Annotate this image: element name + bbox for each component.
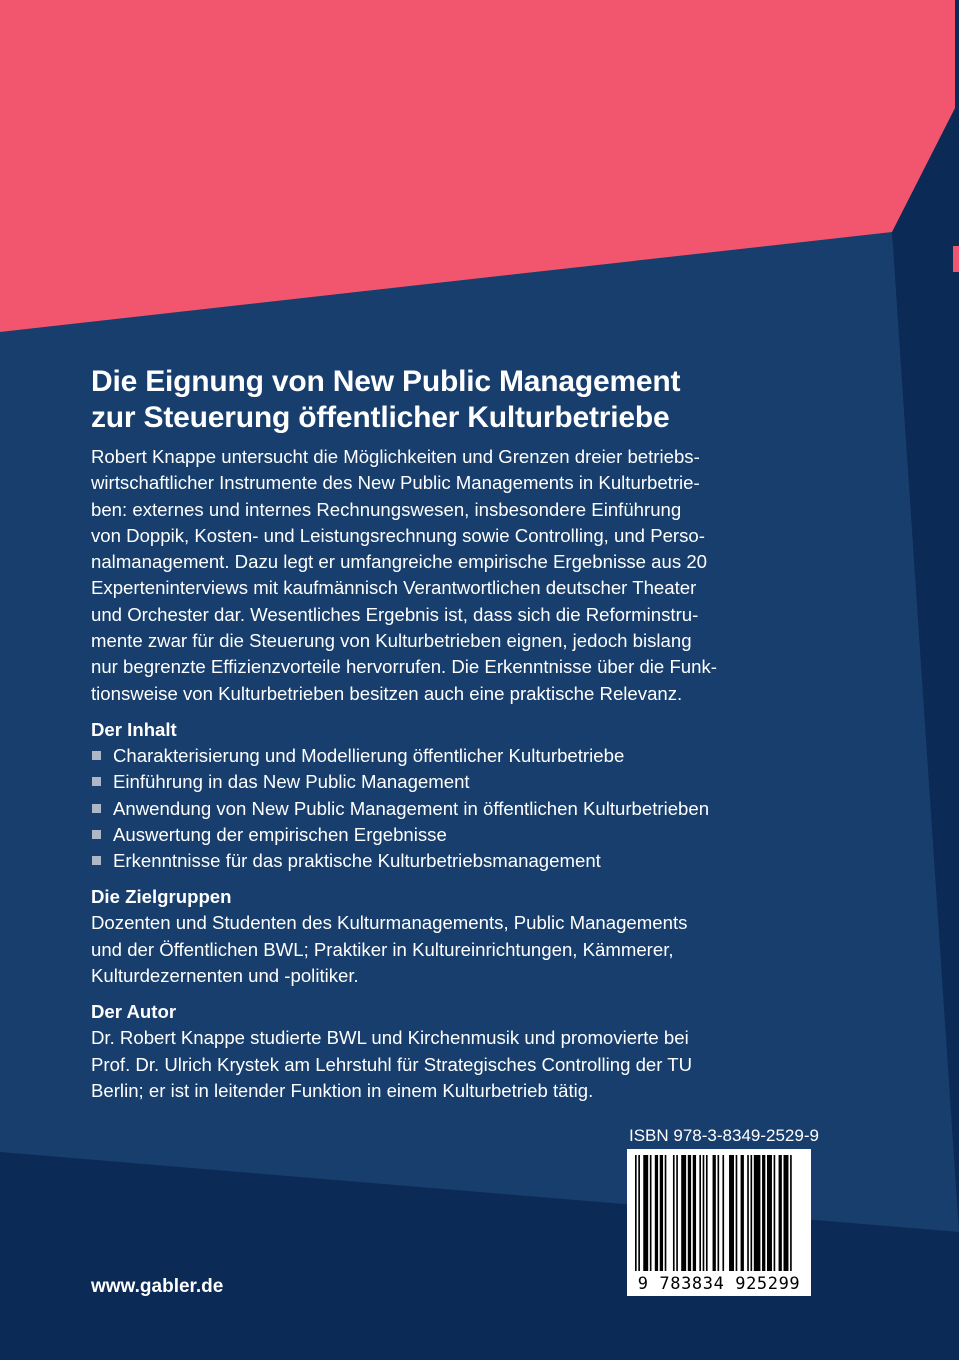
barcode-bar — [693, 1155, 696, 1271]
barcode-bar — [681, 1155, 686, 1271]
list-item-text: Anwendung von New Public Management in öffentlichen Kulturbetrieben — [113, 797, 710, 819]
barcode-bar — [736, 1155, 738, 1271]
audience-text: Dozenten und Studenten des Kulturmanagements, Public Managements und der Öffentlichen BWL; Praktiker in Kultureinrichtungen, Kämmerer, Kulturdezernenten und -politiker. — [91, 912, 688, 987]
list-item — [91, 796, 826, 822]
barcode-bar — [754, 1155, 761, 1271]
publisher-website: www.gabler.de — [91, 1276, 224, 1297]
book-title — [91, 364, 826, 436]
barcode-bar — [718, 1155, 720, 1271]
barcode-bar — [747, 1155, 749, 1271]
author-text: Dr. Robert Knappe studierte BWL und Kirchenmusik und promovierte bei Prof. Dr. Ulrich Krystek am Lehrstuhl für Strategisches Controlling der TU Berlin; er ist in leitender Funktion in einem Kulturbetrieb tätig. — [91, 1027, 693, 1101]
barcode-bar — [706, 1155, 708, 1271]
contents-heading: Der Inhalt — [91, 718, 177, 740]
barcode-bar — [643, 1155, 648, 1271]
list-item-text: Erkenntnisse für das praktische Kulturbetriebsmanagement — [113, 850, 601, 872]
list-item-text: Charakterisierung und Modellierung öffentlicher Kulturbetriebe — [113, 744, 625, 766]
list-item — [91, 769, 826, 795]
square-bullet-icon — [92, 830, 101, 839]
barcode-bar — [779, 1155, 782, 1271]
barcode-bar — [762, 1155, 765, 1271]
book-description: Robert Knappe untersucht die Möglichkeiten und Grenzen dreier betriebs- wirtschaftlicher Instrumente des New Public Managements in Kulturbetrie- ben: externes und internes Rechnungswesen, insbesondere Einführung von Doppik, Kosten- und Leistungsrechnung sowie Controlling, und Perso- nalmanagement. Dazu legt er umfangreiche empirische Ergebnisse aus 20 Experteninterviews mit kaufmännisch Verantwortlichen deutscher Theater und Orchester dar. Wesentliches Ergebnis ist, dass sich die Reforminstru- mente zwar für die Steuerung von Kulturbetrieben eignen, jedoch bislang nur begrenzte Effizienzvorteile hervorrufen. Die Erkenntnisse über die Funk- tionsweise von Kulturbetrieben besitzen auch eine praktische Relevanz. — [91, 446, 717, 704]
barcode-bar — [713, 1155, 716, 1271]
pink-edge-mark — [953, 246, 959, 272]
contents-list — [91, 743, 826, 874]
barcode-digits: 9 783834 925299 — [637, 1274, 801, 1294]
barcode-bar — [676, 1155, 678, 1271]
barcode-bar — [722, 1155, 724, 1271]
barcode-bar — [774, 1155, 776, 1271]
barcode-bar — [665, 1155, 667, 1271]
square-bullet-icon — [92, 804, 101, 813]
barcode-bar — [673, 1155, 675, 1271]
back-cover-content — [91, 364, 826, 1104]
barcode-bar — [741, 1155, 744, 1271]
list-item — [91, 822, 826, 848]
barcode-bar — [655, 1155, 658, 1271]
barcode-bar — [650, 1155, 652, 1271]
audience-heading: Die Zielgruppen — [91, 886, 232, 908]
barcode-bar — [790, 1155, 792, 1271]
barcode-bars-icon — [627, 1149, 811, 1274]
barcode-bar — [751, 1155, 753, 1271]
title-line-2: zur Steuerung öffentlicher Kulturbetriebe — [91, 401, 670, 434]
barcode-bar — [638, 1155, 640, 1271]
barcode-bar — [688, 1155, 691, 1271]
list-item-text: Einführung in das New Public Management — [113, 771, 470, 793]
square-bullet-icon — [92, 856, 101, 865]
square-bullet-icon — [92, 777, 101, 786]
list-item — [91, 848, 826, 874]
barcode-bar — [784, 1155, 789, 1271]
barcode-bar — [635, 1155, 637, 1271]
square-bullet-icon — [92, 751, 101, 760]
barcode-bar — [729, 1155, 734, 1271]
barcode-bar — [703, 1155, 705, 1271]
isbn-label: ISBN 978-3-8349-2529-9 — [629, 1126, 819, 1145]
title-line-1: Die Eignung von New Public Management — [91, 365, 681, 398]
list-item-text: Auswertung der empirischen Ergebnisse — [113, 823, 447, 845]
author-heading: Der Autor — [91, 1001, 177, 1023]
barcode-bar — [767, 1155, 772, 1271]
barcode — [627, 1149, 811, 1296]
barcode-bar — [699, 1155, 701, 1271]
list-item — [91, 743, 826, 769]
barcode-bar — [660, 1155, 663, 1271]
